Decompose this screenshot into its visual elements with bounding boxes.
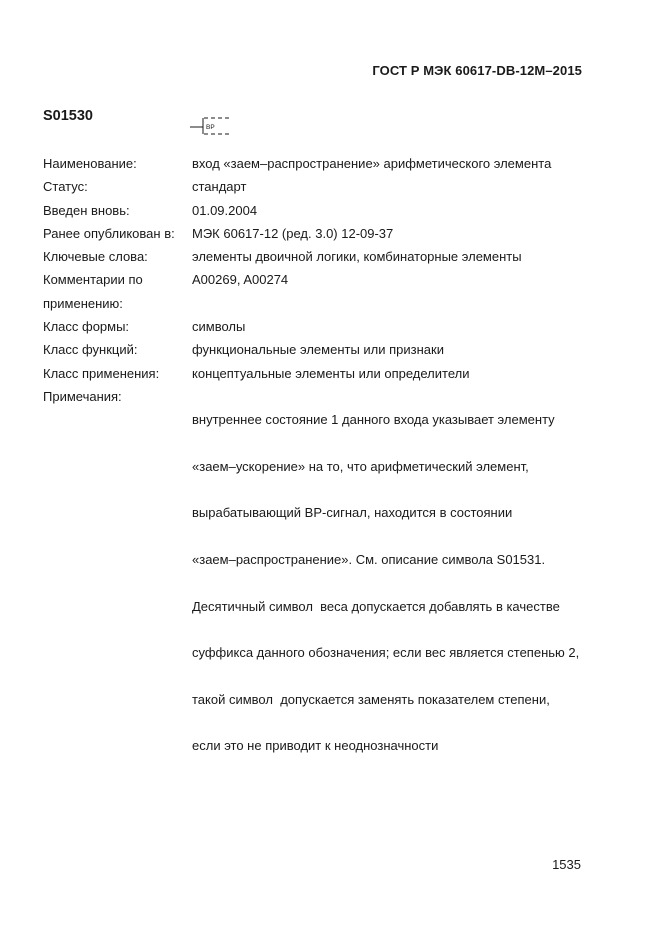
notes-line: такой символ допускается заменять показателем степени,: [192, 691, 550, 707]
field-label-notes: Примечания:: [43, 388, 122, 404]
field-row-application-class: [43, 362, 613, 385]
notes-line: если это не приводит к неоднозначности: [192, 738, 439, 754]
page-number: 1535: [552, 857, 581, 872]
field-value-function-class: функциональные элементы или признаки: [192, 342, 444, 358]
field-value-previously-published: МЭК 60617-12 (ред. 3.0) 12-09-37: [192, 225, 394, 241]
field-row-notes: [43, 385, 613, 781]
field-value-shape-class: символы: [192, 319, 246, 335]
field-label-name: Наименование:: [43, 156, 137, 171]
symbol-attributes: [43, 152, 613, 781]
notes-line: Десятичный символ веса допускается добавлять в качестве: [192, 598, 560, 614]
field-label-keywords: Ключевые слова:: [43, 249, 148, 265]
notes-line: «заем–ускорение» на то, что арифметический элемент,: [192, 458, 529, 474]
field-label-application-class: Класс применения:: [43, 365, 160, 381]
notes-line: внутреннее состояние 1 данного входа указывает элементу: [192, 412, 555, 428]
field-row-keywords: [43, 245, 613, 268]
field-label-function-class: Класс функций:: [43, 342, 138, 358]
field-row-shape-class: [43, 315, 613, 338]
field-value-keywords: элементы двоичной логики, комбинаторные элементы: [192, 249, 522, 265]
field-row-name: [43, 152, 613, 175]
field-label-previously-published: Ранее опубликован в:: [43, 225, 175, 241]
field-row-previously-published: [43, 222, 613, 245]
field-row-function-class: [43, 338, 613, 361]
field-row-introduced: [43, 199, 613, 222]
notes-line: суффикса данного обозначения; если вес является степенью 2,: [192, 645, 580, 661]
bp-symbol-label: BP: [206, 124, 215, 131]
field-label-application-comments: Комментарии по применению:: [43, 272, 143, 311]
document-header-standard: ГОСТ Р МЭК 60617-DB-12M–2015: [372, 63, 582, 78]
symbol-code: S01530: [43, 108, 93, 124]
notes-line: вырабатывающий BP-сигнал, находится в состоянии: [192, 505, 513, 521]
field-row-application-comments: [43, 268, 613, 315]
field-value-name: вход «заем–распространение» арифметического элемента: [192, 156, 552, 171]
field-value-application-comments: A00269, A00274: [192, 272, 289, 288]
field-label-introduced: Введен вновь:: [43, 202, 130, 218]
bp-input-symbol-icon: [190, 114, 234, 138]
notes-line: «заем–распространение». См. описание символа S01531.: [192, 552, 546, 568]
field-label-shape-class: Класс формы:: [43, 319, 130, 335]
field-value-notes: [192, 385, 613, 781]
field-label-status: Статус:: [43, 179, 88, 195]
field-value-application-class: концептуальные элементы или определители: [192, 365, 470, 381]
field-row-status: [43, 175, 613, 198]
field-value-status: стандарт: [192, 179, 247, 195]
field-value-introduced: 01.09.2004: [192, 202, 258, 218]
